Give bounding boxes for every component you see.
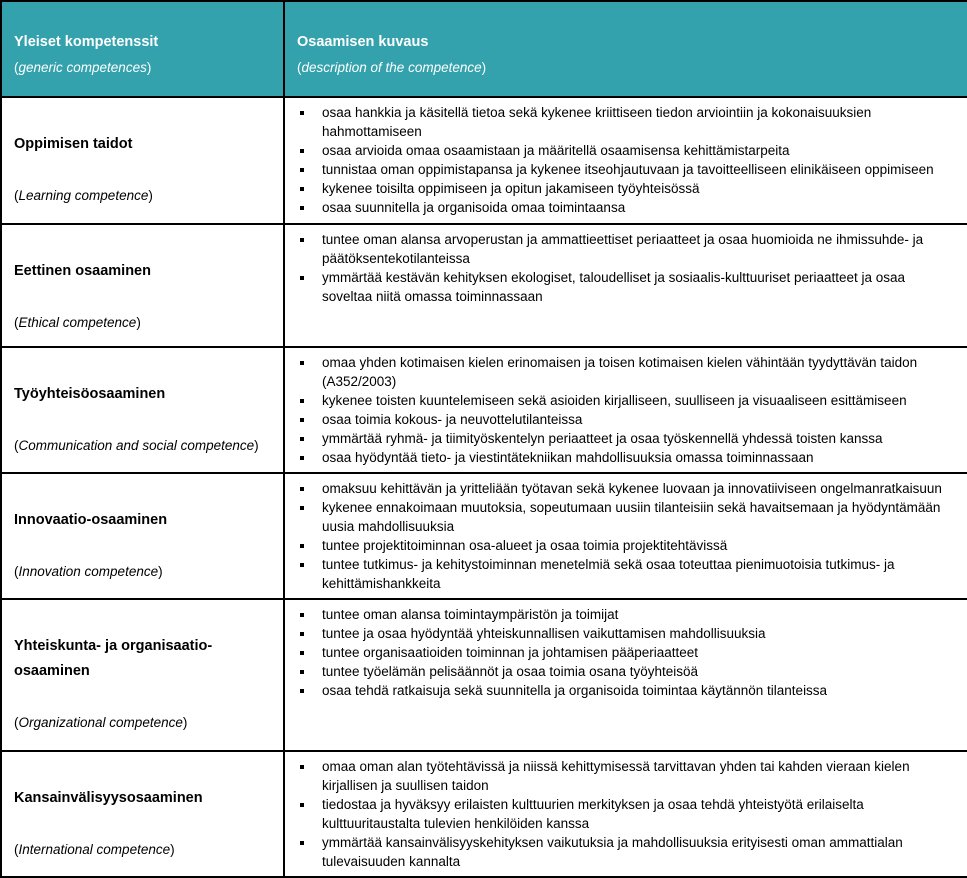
bullet-list (297, 103, 957, 217)
table-row (1, 97, 967, 224)
bullet-item (297, 391, 957, 410)
table-body (1, 97, 967, 877)
header-subtitle-en (297, 55, 955, 80)
table-row (1, 473, 967, 599)
bullet-item (297, 757, 957, 795)
competence-subtitle (14, 559, 271, 584)
bullet-item (297, 681, 957, 700)
competence-subtitle (14, 183, 271, 208)
square-bullet-icon (300, 187, 304, 191)
bullet-text: osaa suunnitella ja organisoida omaa toimintaansa (322, 200, 626, 215)
bullet-item (297, 103, 957, 141)
competence-title: Yhteiskunta- ja organisaatio-osaaminen (14, 638, 213, 680)
bullet-text: ymmärtää kestävän kehityksen ekologiset, taloudelliset ja sosiaalis-kulttuuriset periaatteet ja osaa soveltaa niitä omassa toiminnassaan (322, 270, 906, 305)
competence-title: Oppimisen taidot (14, 136, 133, 152)
bullet-item (297, 498, 957, 536)
open-paren: ( (14, 188, 19, 203)
bullet-item (297, 410, 957, 429)
competence-title: Kansainvälisyysosaaminen (14, 789, 203, 806)
table-row (1, 599, 967, 750)
bullet-item (297, 605, 957, 624)
competence-name-cell (1, 97, 284, 224)
bullet-text: ymmärtää ryhmä- ja tiimityöskentelyn periaatteet ja osaa työskennellä yhdessä toisten kanssa (322, 430, 883, 446)
square-bullet-icon (300, 418, 304, 422)
table-row (1, 751, 967, 877)
bullet-text: osaa hankkia ja käsitellä tietoa sekä kykenee kriittiseen tiedon arviointiin ja kokonaisuuksien hahmottamiseen (322, 105, 872, 139)
bullet-item (297, 353, 957, 391)
square-bullet-icon (300, 361, 304, 365)
bullet-list (297, 479, 957, 593)
square-bullet-icon (300, 670, 304, 674)
header-cell-generic-competences (1, 1, 284, 97)
square-bullet-icon (300, 437, 304, 441)
competence-subtitle (14, 310, 271, 335)
competence-name-cell (1, 473, 284, 599)
header-subtitle-text: generic competences (18, 60, 147, 75)
competence-subtitle-text: International competence (18, 841, 171, 857)
competence-title: Eettinen osaaminen (14, 263, 151, 280)
bullet-item (297, 198, 957, 217)
header-cell-description (284, 1, 967, 97)
bullet-item (297, 624, 957, 643)
square-bullet-icon (300, 456, 304, 460)
bullet-text: osaa hyödyntää tieto- ja viestintätekniikan mahdollisuuksia omassa toiminnassaan (322, 449, 814, 465)
square-bullet-icon (300, 487, 304, 491)
competence-name-cell (1, 599, 284, 750)
square-bullet-icon (300, 841, 304, 845)
bullet-item (297, 555, 957, 593)
bullet-text: osaa tehdä ratkaisuja sekä suunnitella ja organisoida toimintaa käytännön tilanteissa (322, 683, 828, 699)
competence-description-cell (284, 473, 967, 599)
open-paren: ( (14, 563, 19, 579)
competence-subtitle-text: Learning competence (18, 188, 149, 203)
square-bullet-icon (300, 632, 304, 636)
competence-subtitle (14, 837, 271, 862)
square-bullet-icon (300, 563, 304, 567)
bullet-list (297, 757, 957, 871)
table-row (1, 224, 967, 346)
bullet-text: tunnistaa oman oppimistapansa ja kykenee itseohjautuvaan ja tavoitteelliseen elinikäiseen oppimiseen (322, 162, 934, 177)
bullet-text: omaa yhden kotimaisen kielen erinomaisen ja toisen kotimaisen kielen vähintään tyydyttävän taidon (A352/2003) (322, 354, 918, 389)
square-bullet-icon (300, 168, 304, 172)
close-paren: ) (170, 841, 175, 857)
bullet-item (297, 833, 957, 871)
bullet-item (297, 141, 957, 160)
square-bullet-icon (300, 765, 304, 769)
bullet-list (297, 230, 957, 306)
open-paren: ( (14, 60, 19, 75)
competence-description-cell (284, 347, 967, 473)
bullet-text: tiedostaa ja hyväksyy erilaisten kulttuurien merkityksen ja osaa tehdä yhteistyötä erilaiselta kulttuuritaustalta tulevien henkilöiden kanssa (322, 796, 864, 831)
bullet-text: tuntee oman alansa toimintaympäristön ja toimijat (322, 607, 619, 623)
bullet-text: omaa oman alan työtehtävissä ja niissä kehittymisessä tarvittavan yhden tai kahden vieraan kielen kirjallisen ja suullisen taidon (322, 758, 910, 793)
square-bullet-icon (300, 803, 304, 807)
bullet-item (297, 230, 957, 268)
competence-subtitle (14, 433, 271, 458)
competence-name-cell (1, 751, 284, 877)
bullet-text: osaa toimia kokous- ja neuvottelutilanteissa (322, 411, 583, 427)
competence-name-cell (1, 224, 284, 346)
competence-subtitle-text: Organizational competence (18, 715, 183, 731)
close-paren: ) (182, 715, 188, 731)
table-header (1, 1, 967, 97)
bullet-text: tuntee työelämän pelisäännöt ja osaa toimia osana työyhteisöä (322, 664, 698, 680)
bullet-text: tuntee ja osaa hyödyntää yhteiskunnallisen vaikuttamisen mahdollisuuksia (322, 626, 766, 642)
competence-description-cell (284, 224, 967, 346)
bullet-item (297, 795, 957, 833)
bullet-text: tuntee projektitoiminnan osa-alueet ja osaa toimia projektitehtävissä (322, 537, 728, 553)
square-bullet-icon (300, 651, 304, 655)
competence-subtitle-text: Communication and social competence (18, 437, 255, 453)
bullet-text: osaa arvioida omaa osaamistaan ja määritellä osaamisensa kehittämistarpeita (322, 143, 790, 158)
bullet-text: kykenee toisten kuuntelemiseen sekä asioiden kirjalliseen, suulliseen ja visuaaliseen esittämiseen (322, 392, 907, 408)
square-bullet-icon (300, 544, 304, 548)
square-bullet-icon (300, 149, 304, 153)
bullet-item (297, 179, 957, 198)
bullet-list (297, 605, 957, 700)
bullet-text: tuntee tutkimus- ja kehitystoiminnan menetelmiä sekä osaa toteuttaa pienimuotoisia tutkimus- ja kehittämishankkeita (322, 556, 895, 591)
bullet-item (297, 429, 957, 448)
square-bullet-icon (300, 206, 304, 210)
competence-name-cell (1, 347, 284, 473)
competence-subtitle-text: Ethical competence (18, 315, 137, 331)
table-row (1, 347, 967, 473)
close-paren: ) (148, 188, 153, 203)
bullet-text: kykenee toisilta oppimiseen ja opitun jakamiseen työyhteisössä (322, 181, 700, 196)
competence-description-cell (284, 599, 967, 750)
square-bullet-icon (300, 276, 304, 280)
square-bullet-icon (300, 111, 304, 115)
open-paren: ( (14, 715, 19, 731)
bullet-item (297, 643, 957, 662)
bullet-text: omaksuu kehittävän ja yritteliään työtavan sekä kykenee luovaan ja innovatiiviseen ongelmanratkaisuun (322, 480, 942, 496)
competence-title: Työyhteisöosaaminen (14, 385, 166, 402)
competence-description-cell (284, 97, 967, 224)
header-subtitle-text: description of the competence (301, 60, 482, 75)
competence-subtitle (14, 710, 271, 735)
close-paren: ) (146, 60, 152, 75)
square-bullet-icon (300, 689, 304, 693)
bullet-text: ymmärtää kansainvälisyyskehityksen vaikutuksia ja mahdollisuuksia erityisesti oman ammattialan tulevaisuuden kannalta (322, 834, 903, 869)
close-paren: ) (158, 563, 163, 579)
bullet-item (297, 662, 957, 681)
close-paren: ) (254, 437, 259, 453)
bullet-item (297, 479, 957, 498)
square-bullet-icon (300, 613, 304, 617)
close-paren: ) (481, 60, 487, 75)
header-subtitle-en (14, 55, 271, 80)
bullet-text: tuntee organisaatioiden toiminnan ja johtamisen pääperiaatteet (322, 645, 699, 661)
header-title-fi: Yleiset kompetenssit (14, 34, 159, 50)
bullet-list (297, 353, 957, 467)
bullet-item (297, 448, 957, 467)
bullet-item (297, 160, 957, 179)
square-bullet-icon (300, 399, 304, 403)
square-bullet-icon (300, 506, 304, 510)
competence-subtitle-text: Innovation competence (18, 563, 159, 579)
open-paren: ( (14, 437, 19, 453)
competence-description-cell (284, 751, 967, 877)
header-row (1, 1, 967, 97)
bullet-item (297, 536, 957, 555)
bullet-text: tuntee oman alansa arvoperustan ja ammattieettiset periaatteet ja osaa huomioida ne ihmissuhde- ja päätöksentekotilanteissa (322, 232, 924, 267)
open-paren: ( (14, 315, 19, 331)
square-bullet-icon (300, 238, 304, 242)
bullet-text: kykenee ennakoimaan muutoksia, sopeutumaan uusiin tilanteisiin sekä havaitsemaan ja hyödyntämään uusia mahdollisuuksia (322, 499, 941, 534)
competence-title: Innovaatio-osaaminen (14, 511, 168, 528)
header-title-fi: Osaamisen kuvaus (297, 34, 429, 50)
close-paren: ) (136, 315, 141, 331)
open-paren: ( (14, 841, 19, 857)
bullet-item (297, 268, 957, 306)
open-paren: ( (297, 60, 302, 75)
